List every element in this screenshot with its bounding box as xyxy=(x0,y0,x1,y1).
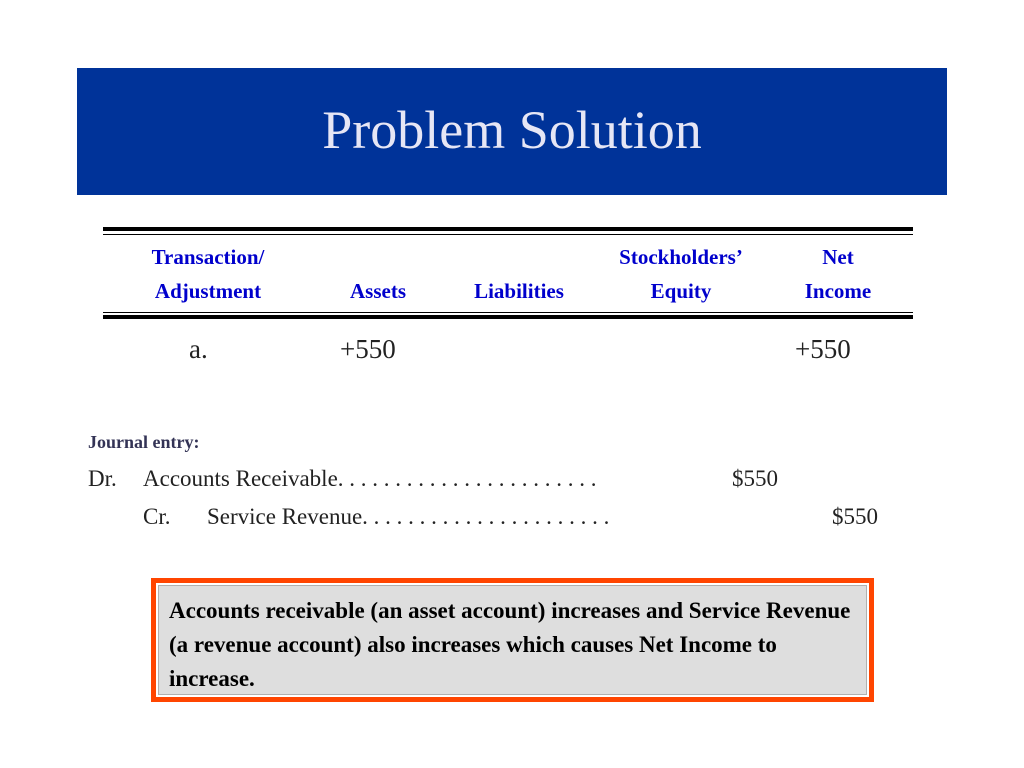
col-header-net-income-line2: Income xyxy=(804,279,872,303)
header-bottom-rule-thin xyxy=(103,312,913,313)
col-header-transaction xyxy=(128,240,288,308)
title-banner xyxy=(77,68,947,195)
journal-line-debit-amount: $550 xyxy=(732,466,778,491)
table-top-rule-thin xyxy=(103,234,913,235)
col-header-assets xyxy=(318,240,438,308)
explanation-box xyxy=(151,578,874,702)
journal-line-credit-prefix: Cr. xyxy=(143,504,171,529)
col-header-equity xyxy=(598,240,764,308)
slide-title: Problem Solution xyxy=(322,99,702,160)
journal-line-credit-amount: $550 xyxy=(832,504,878,529)
explanation-text: Accounts receivable (an asset account) increases and Service Revenue (a revenue account) also increases which causes Net Income to increase. xyxy=(158,585,867,695)
col-header-liabilities-line1 xyxy=(454,240,584,274)
header-bottom-rule-thick xyxy=(103,315,913,319)
journal-heading: Journal entry: xyxy=(88,432,200,452)
journal-line-credit-account: Service Revenue. . . . . . . . . . . . . . . . . . . . . . xyxy=(207,504,610,529)
col-header-assets-line1 xyxy=(318,240,438,274)
col-header-assets-line2: Assets xyxy=(350,279,406,303)
row-a-transaction: a. xyxy=(189,334,208,364)
col-header-liabilities-line2: Liabilities xyxy=(474,279,564,303)
row-a-assets: +550 xyxy=(340,334,396,364)
col-header-equity-line1: Stockholders’ xyxy=(619,245,743,269)
col-header-transaction-line2: Adjustment xyxy=(154,279,262,303)
col-header-liabilities xyxy=(454,240,584,308)
col-header-net-income-line1: Net xyxy=(822,245,854,269)
col-header-transaction-line1: Transaction/ xyxy=(151,245,265,269)
table-top-rule-thick xyxy=(103,227,913,231)
journal-line-debit-account: Accounts Receivable. . . . . . . . . . . . . . . . . . . . . . . xyxy=(143,466,597,491)
row-a-net-income: +550 xyxy=(795,334,851,364)
journal-line-debit-prefix: Dr. xyxy=(88,466,117,491)
col-header-net-income xyxy=(784,240,892,308)
explanation-box-frame xyxy=(156,583,869,697)
col-header-equity-line2: Equity xyxy=(650,279,712,303)
